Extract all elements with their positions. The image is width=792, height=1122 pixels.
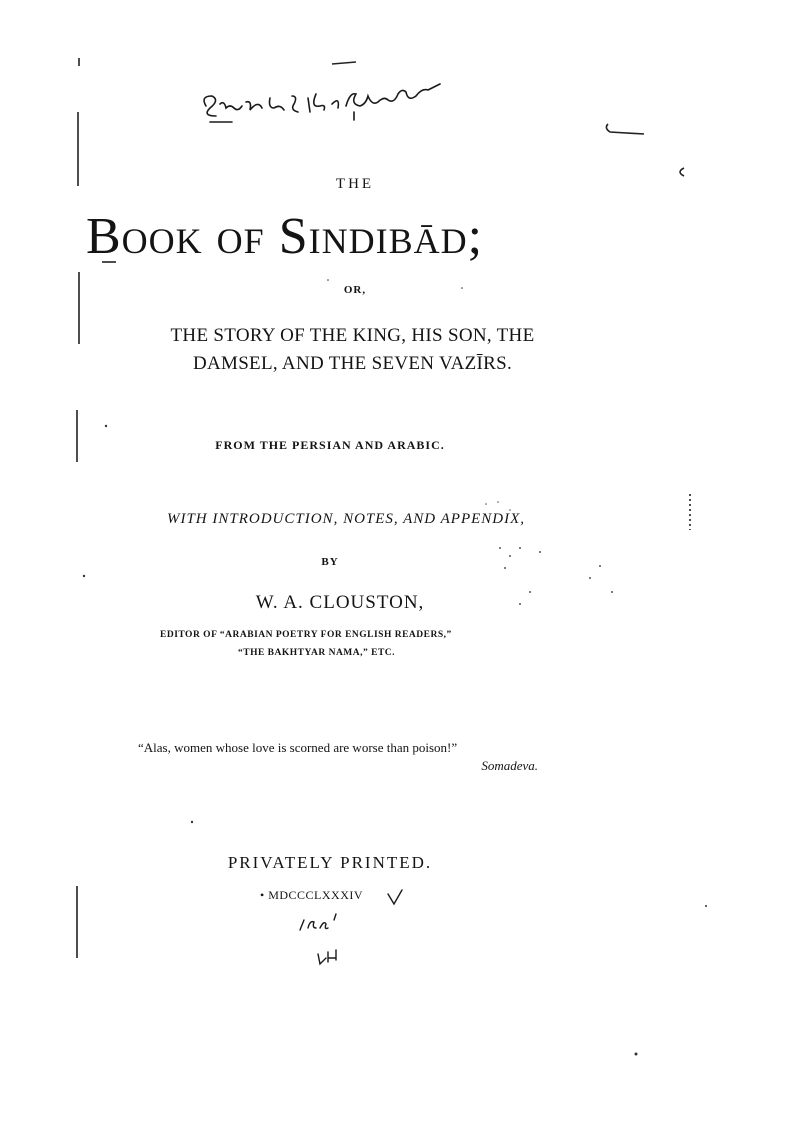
subtitle-line-1: THE STORY OF THE KING, HIS SON, THE xyxy=(170,325,535,346)
subtitle xyxy=(80,322,625,378)
author-name: W. A. CLOUSTON, xyxy=(255,592,425,613)
date-text: MDCCCLXXXIV xyxy=(268,888,364,902)
subtitle-line-2: DAMSEL, AND THE SEVEN VAZĪRS. xyxy=(192,353,513,374)
handwritten-notes xyxy=(284,888,424,978)
source-languages: FROM THE PERSIAN AND ARABIC. xyxy=(215,438,445,452)
date-bullet: • xyxy=(260,888,269,902)
editor-line-2: “THE BAKHTYAR NAMA,” ETC. xyxy=(238,648,396,658)
author-credits xyxy=(160,626,520,662)
title-the: THE xyxy=(335,176,375,192)
imprint: PRIVATELY PRINTED. xyxy=(227,853,433,872)
contents-note: WITH INTRODUCTION, NOTES, AND APPENDIX, xyxy=(166,511,526,527)
epigraph xyxy=(138,739,558,775)
epigraph-text: “Alas, women whose love is scorned are worse than poison!” xyxy=(138,740,458,755)
handwritten-inscription xyxy=(196,76,476,132)
editor-line-1: EDITOR OF “ARABIAN POETRY FOR ENGLISH READERS,” xyxy=(160,630,452,640)
book-title: Book of Sindibād; xyxy=(86,208,484,265)
epigraph-source: Somadeva. xyxy=(481,758,538,773)
title-or: OR, xyxy=(343,284,367,296)
by-label: BY xyxy=(321,556,339,568)
